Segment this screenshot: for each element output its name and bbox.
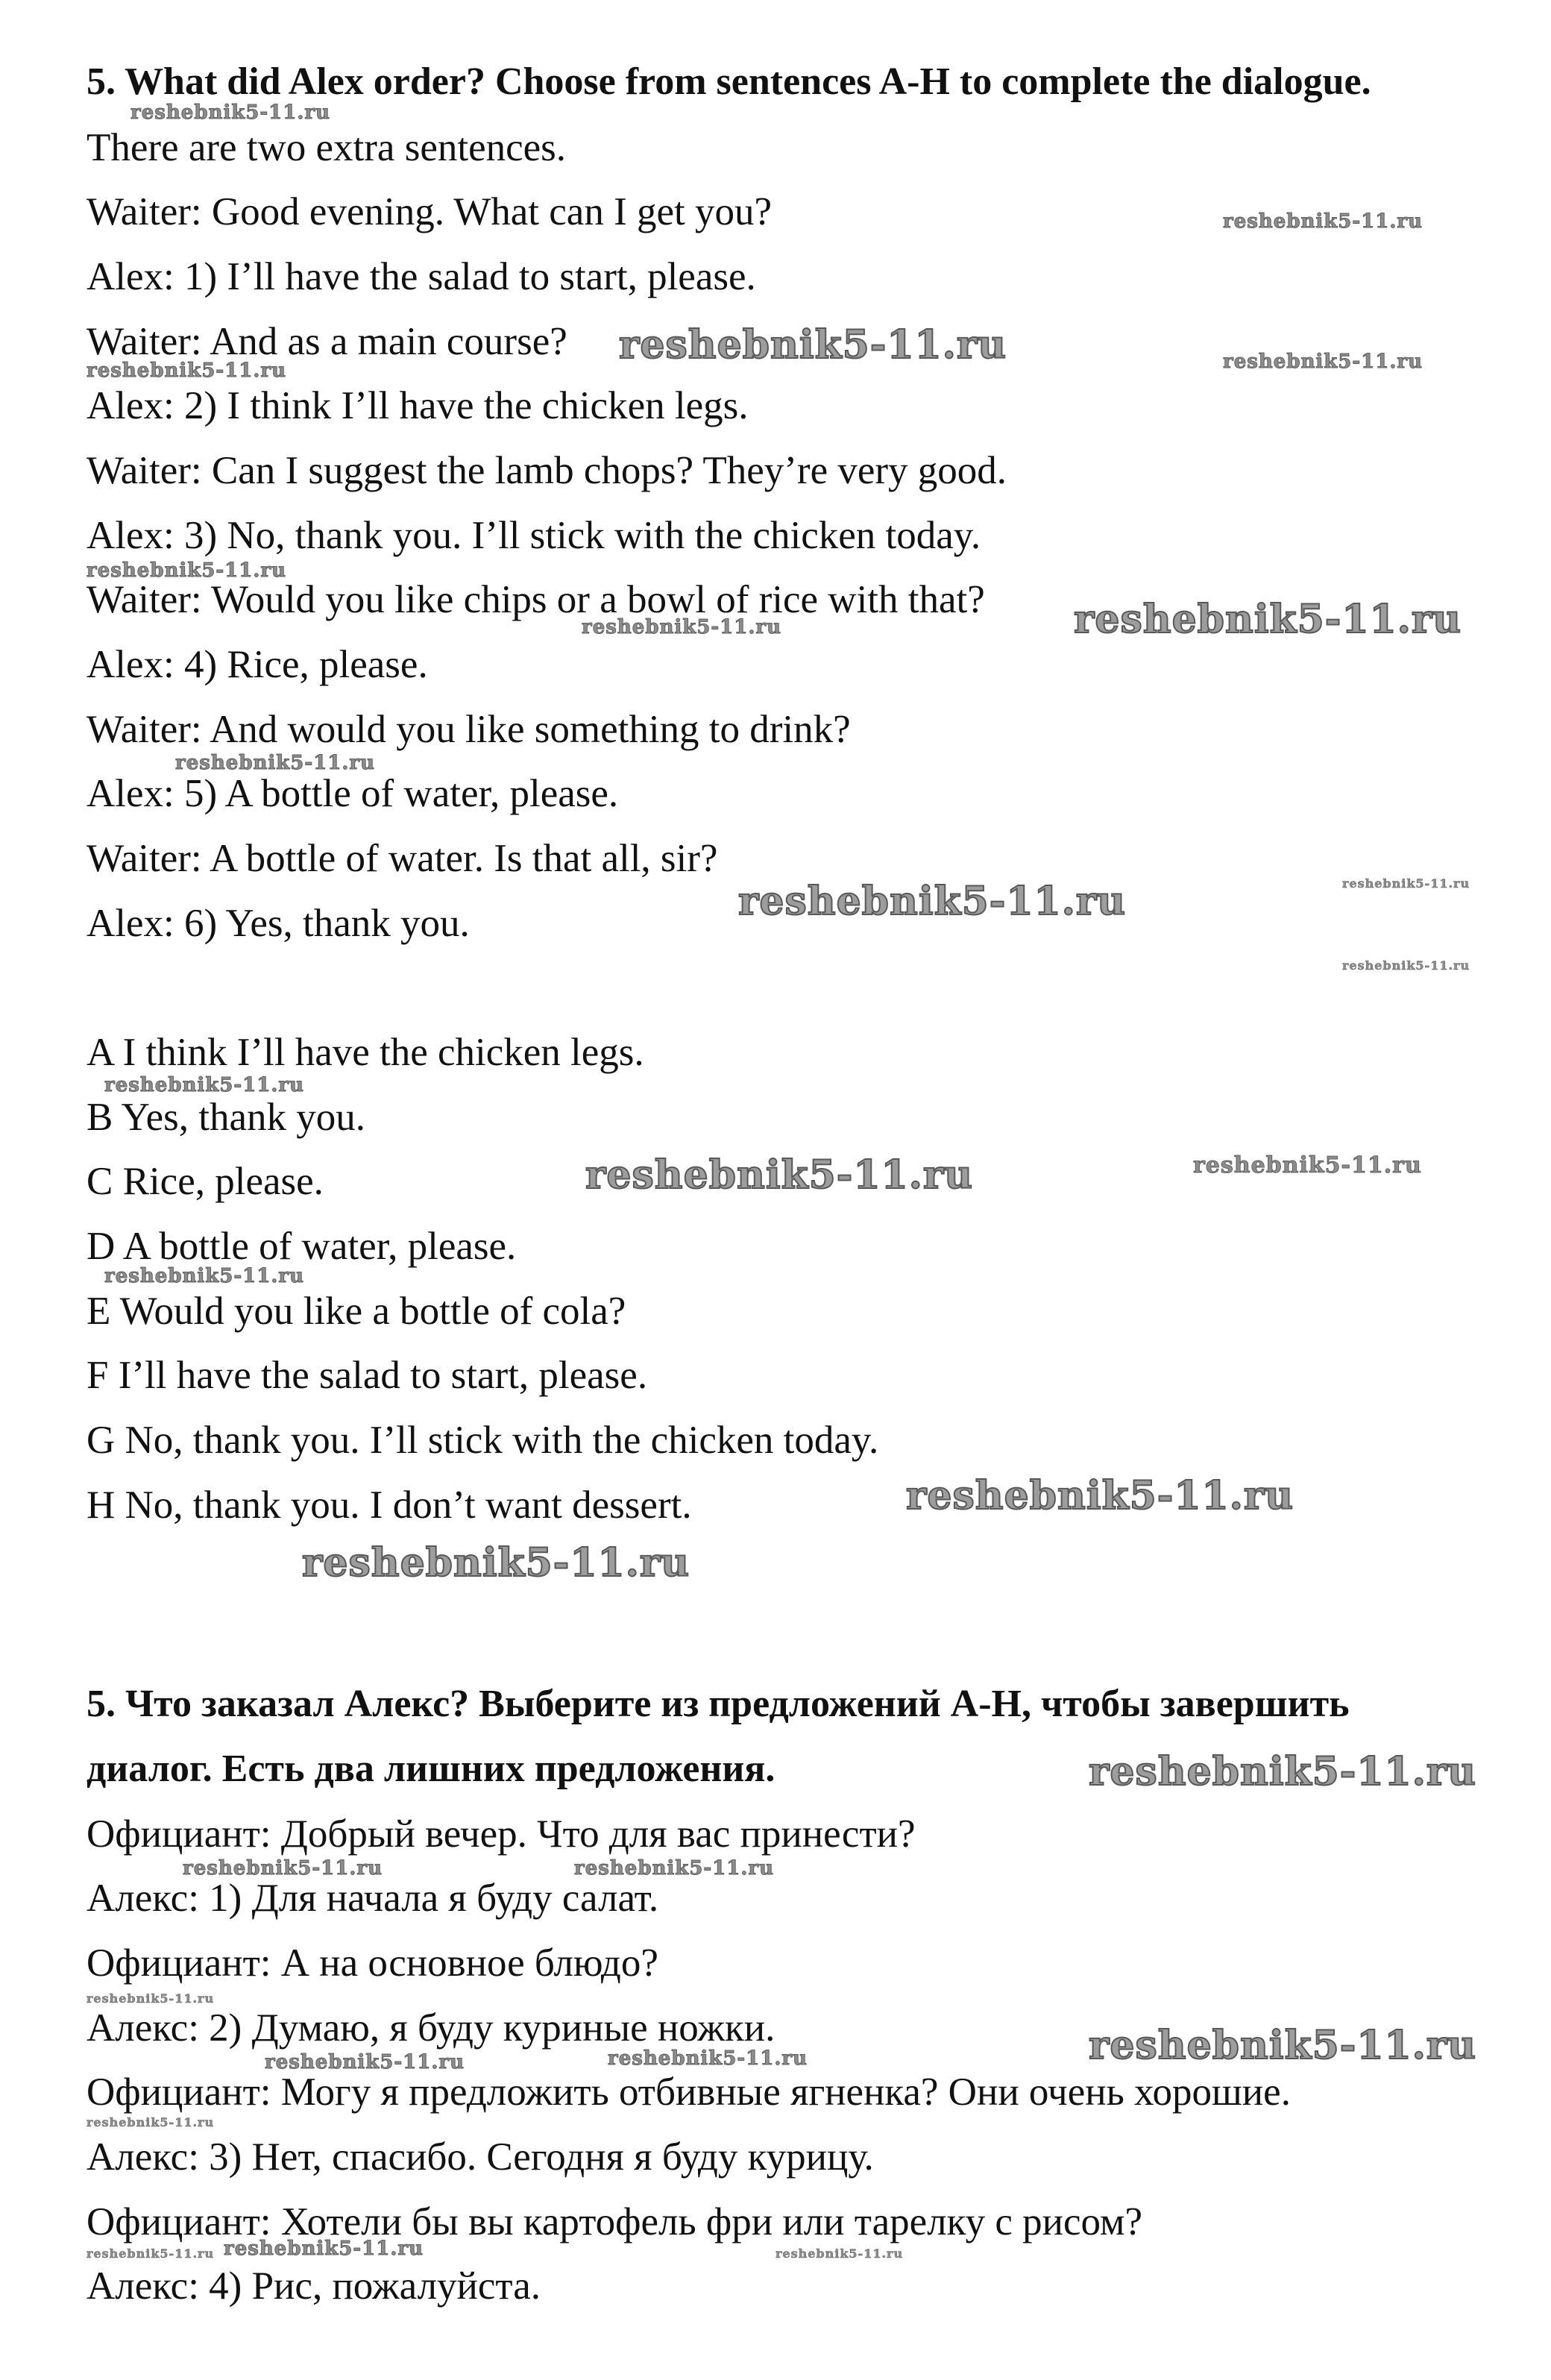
option-item: D A bottle of water, please. [86,1225,517,1268]
watermark: reshebnik5-11.ru [738,879,1127,924]
russian-title-line-1: 5. Что заказал Алекс? Выберите из предложений А-Н, чтобы завершить [86,1683,1350,1725]
russian-dialogue-line: Официант: Хотели бы вы картофель фри или тарелку с рисом? [86,2200,1143,2244]
watermark: reshebnik5-11.ru [574,1857,775,1880]
dialogue-line: Alex: 2) I think I’ll have the chicken legs. [86,384,749,427]
watermark: reshebnik5-11.ru [183,1857,383,1880]
option-item: F I’ll have the salad to start, please. [86,1354,648,1397]
watermark: reshebnik5-11.ru [86,2115,215,2129]
dialogue-line: Waiter: Good evening. What can I get you? [86,190,772,233]
watermark: reshebnik5-11.ru [582,616,782,638]
watermark: reshebnik5-11.ru [585,1152,974,1198]
dialogue-line: Alex: 6) Yes, thank you. [86,902,470,945]
russian-dialogue-line: Алекс: 4) Рис, пожалуйста. [86,2264,541,2308]
watermark: reshebnik5-11.ru [1193,1152,1422,1178]
dialogue-line: Waiter: A bottle of water. Is that all, sir? [86,837,718,880]
russian-dialogue-line: Официант: А на основное блюдо? [86,1941,658,1985]
russian-dialogue-line: Алекс: 3) Нет, спасибо. Сегодня я буду курицу. [86,2135,874,2179]
watermark: reshebnik5-11.ru [1089,2023,1477,2068]
option-item: E Would you like a bottle of cola? [86,1290,626,1333]
option-item: H No, thank you. I don’t want dessert. [86,1483,692,1527]
watermark: reshebnik5-11.ru [1089,1749,1477,1795]
watermark: reshebnik5-11.ru [906,1473,1294,1519]
watermark: reshebnik5-11.ru [1074,597,1462,642]
option-item: G No, thank you. I’ll stick with the chicken today. [86,1419,879,1462]
watermark: reshebnik5-11.ru [1223,210,1423,233]
option-item: B Yes, thank you. [86,1096,366,1139]
watermark: reshebnik5-11.ru [1342,958,1470,973]
dialogue-line: Waiter: And would you like something to drink? [86,708,851,751]
watermark: reshebnik5-11.ru [175,752,376,774]
russian-dialogue-line: Алекс: 1) Для начала я буду салат. [86,1877,659,1920]
dialogue-line: Waiter: Can I suggest the lamb chops? They’re very good. [86,449,1007,492]
russian-dialogue-line: Официант: Могу я предложить отбивные ягненка? Они очень хорошие. [86,2070,1291,2114]
watermark: reshebnik5-11.ru [265,2051,465,2073]
watermark: reshebnik5-11.ru [86,1991,215,2006]
watermark: reshebnik5-11.ru [302,1540,690,1586]
dialogue-line: Alex: 4) Rice, please. [86,643,428,686]
watermark: reshebnik5-11.ru [1342,876,1470,891]
exercise-title: 5. What did Alex order? Choose from sentences A-H to complete the dialogue. [86,60,1371,103]
watermark: reshebnik5-11.ru [608,2047,808,2070]
russian-dialogue-line: Официант: Добрый вечер. Что для вас принести? [86,1812,916,1856]
option-item: A I think I’ll have the chicken legs. [86,1031,644,1074]
russian-title-line-2: диалог. Есть два лишних предложения. [86,1748,776,1790]
option-item: C Rice, please. [86,1160,324,1203]
watermark: reshebnik5-11.ru [86,559,287,582]
exercise-subtitle: There are two extra sentences. [86,126,567,169]
dialogue-line: Waiter: Would you like chips or a bowl of rice with that? [86,578,985,621]
dialogue-line: Alex: 3) No, thank you. I’ll stick with the chicken today. [86,514,981,557]
watermark: reshebnik5-11.ru [86,2246,215,2261]
dialogue-line: Alex: 1) I’ll have the salad to start, please. [86,255,756,298]
watermark: reshebnik5-11.ru [130,101,331,124]
watermark: reshebnik5-11.ru [104,1265,305,1287]
watermark: reshebnik5-11.ru [1223,351,1423,373]
watermark: reshebnik5-11.ru [104,1074,305,1096]
dialogue-line: Waiter: And as a main course? [86,320,567,363]
dialogue-line: Alex: 5) A bottle of water, please. [86,772,619,815]
watermark: reshebnik5-11.ru [86,359,287,382]
watermark: reshebnik5-11.ru [776,2246,904,2261]
watermark: reshebnik5-11.ru [619,322,1007,368]
russian-dialogue-line: Алекс: 2) Думаю, я буду куриные ножки. [86,2006,776,2050]
watermark: reshebnik5-11.ru [224,2238,424,2260]
